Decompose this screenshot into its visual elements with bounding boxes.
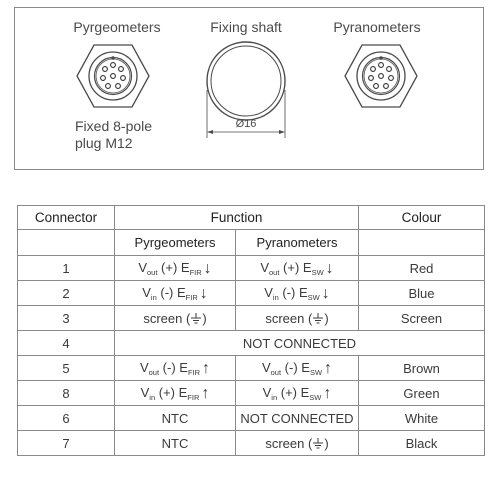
- connector-cell: 4: [18, 331, 115, 356]
- signal-subscript: FIR: [187, 367, 201, 377]
- merged-function-cell: NOT CONNECTED: [115, 331, 485, 356]
- table-row: [18, 431, 485, 456]
- pyrgeometer-cell: [115, 256, 236, 281]
- signal-subscript: out: [148, 367, 160, 377]
- table-row: [18, 306, 485, 331]
- pin-assignment-table: [17, 205, 485, 456]
- subheader-pyrgeometers: Pyrgeometers: [115, 230, 236, 256]
- connector-cell: 7: [18, 431, 115, 456]
- signal-text: $V_{in}$ (-) $E_{SW}$ ↓: [264, 284, 330, 302]
- pyrgeometer-cell: [115, 281, 236, 306]
- connector-cell: 2: [18, 281, 115, 306]
- signal-subscript: out: [268, 267, 280, 277]
- colour-cell: White: [359, 406, 485, 431]
- signal-subscript: FIR: [189, 267, 202, 277]
- signal-text: $V_{out}$ (+) $E_{SW}$ ↓: [260, 259, 334, 277]
- table-row: [18, 256, 485, 281]
- colour-cell: Red: [359, 256, 485, 281]
- signal-text: $V_{out}$ (-) $E_{FIR}$ ↑: [139, 359, 211, 377]
- connector-cell: 5: [18, 356, 115, 381]
- signal-subscript: FIR: [185, 292, 198, 302]
- ground-icon: [190, 312, 202, 325]
- ground-icon: [312, 437, 324, 450]
- connector-cell: 8: [18, 381, 115, 406]
- colour-cell: Green: [359, 381, 485, 406]
- pyranometer-cell: [236, 356, 359, 381]
- signal-subscript: in: [271, 392, 278, 402]
- signal-text: $V_{in}$ (+) $E_{SW}$ ↑: [262, 384, 332, 402]
- pyranometer-cell: [236, 256, 359, 281]
- signal-text: $V_{in}$ (-) $E_{FIR}$ ↓: [142, 284, 208, 302]
- signal-subscript: out: [270, 367, 282, 377]
- table-row: [18, 281, 485, 306]
- ground-icon: [312, 312, 324, 325]
- pyrgeometer-cell: [115, 356, 236, 381]
- signal-subscript: SW: [311, 267, 324, 277]
- plug-label-line1: Fixed 8-pole: [75, 118, 153, 134]
- pyranometer-cell: screen ( ): [236, 431, 359, 456]
- table-row: [18, 356, 485, 381]
- subheader-pyranometers: Pyranometers: [236, 230, 359, 256]
- table-row: [18, 331, 485, 356]
- pyrgeometer-cell: NTC: [115, 406, 236, 431]
- table-header-row: [18, 206, 485, 230]
- signal-subscript: SW: [309, 392, 322, 402]
- signal-subscript: in: [149, 392, 156, 402]
- colour-cell: Blue: [359, 281, 485, 306]
- header-colour: Colour: [359, 206, 485, 230]
- pyranometer-cell: [236, 281, 359, 306]
- pyrgeometer-cell: screen ( ): [115, 306, 236, 331]
- arrow-up-icon: ↑: [323, 384, 332, 402]
- arrow-down-icon: ↓: [203, 259, 212, 277]
- arrow-down-icon: ↓: [325, 259, 334, 277]
- signal-subscript: SW: [307, 292, 320, 302]
- pyranometer-cell: [236, 381, 359, 406]
- signal-text: $V_{out}$ (-) $E_{SW}$ ↑: [261, 359, 333, 377]
- pyranometers-label: Pyranometers: [333, 19, 421, 35]
- header-connector: Connector: [18, 206, 115, 230]
- connector-cell: 6: [18, 406, 115, 431]
- arrow-down-icon: ↓: [199, 284, 208, 302]
- arrow-down-icon: ↓: [321, 284, 330, 302]
- plug-label-line2: plug M12: [75, 135, 133, 151]
- pyrgeometer-cell: NTC: [115, 431, 236, 456]
- pyranometer-plug-icon: [342, 42, 420, 110]
- table-row: [18, 406, 485, 431]
- subheader-empty: [18, 230, 115, 256]
- header-function: Function: [115, 206, 359, 230]
- signal-subscript: SW: [309, 367, 323, 377]
- colour-cell: Brown: [359, 356, 485, 381]
- shaft-dimension-label: Ø16: [235, 118, 257, 130]
- connector-cell: 3: [18, 306, 115, 331]
- pyrgeometers-label: Pyrgeometers: [73, 19, 161, 35]
- signal-subscript: in: [150, 292, 157, 302]
- arrow-up-icon: ↑: [202, 359, 211, 377]
- connector-cell: 1: [18, 256, 115, 281]
- colour-cell: Screen: [359, 306, 485, 331]
- pyranometer-cell: screen ( ): [236, 306, 359, 331]
- signal-subscript: in: [272, 292, 279, 302]
- arrow-up-icon: ↑: [324, 359, 333, 377]
- signal-text: $V_{out}$ (+) $E_{FIR}$ ↓: [138, 259, 212, 277]
- table-subheader-row: [18, 230, 485, 256]
- pyrgeometer-cell: [115, 381, 236, 406]
- arrow-up-icon: ↑: [201, 384, 210, 402]
- signal-text: $V_{in}$ (+) $E_{FIR}$ ↑: [140, 384, 210, 402]
- subheader-empty-colour: [359, 230, 485, 256]
- colour-cell: Black: [359, 431, 485, 456]
- pyrgeometer-plug-icon: [74, 42, 152, 110]
- signal-subscript: FIR: [187, 392, 200, 402]
- pyranometer-cell: NOT CONNECTED: [236, 406, 359, 431]
- table-row: [18, 381, 485, 406]
- fixing-shaft-label: Fixing shaft: [210, 19, 282, 35]
- signal-subscript: out: [146, 267, 158, 277]
